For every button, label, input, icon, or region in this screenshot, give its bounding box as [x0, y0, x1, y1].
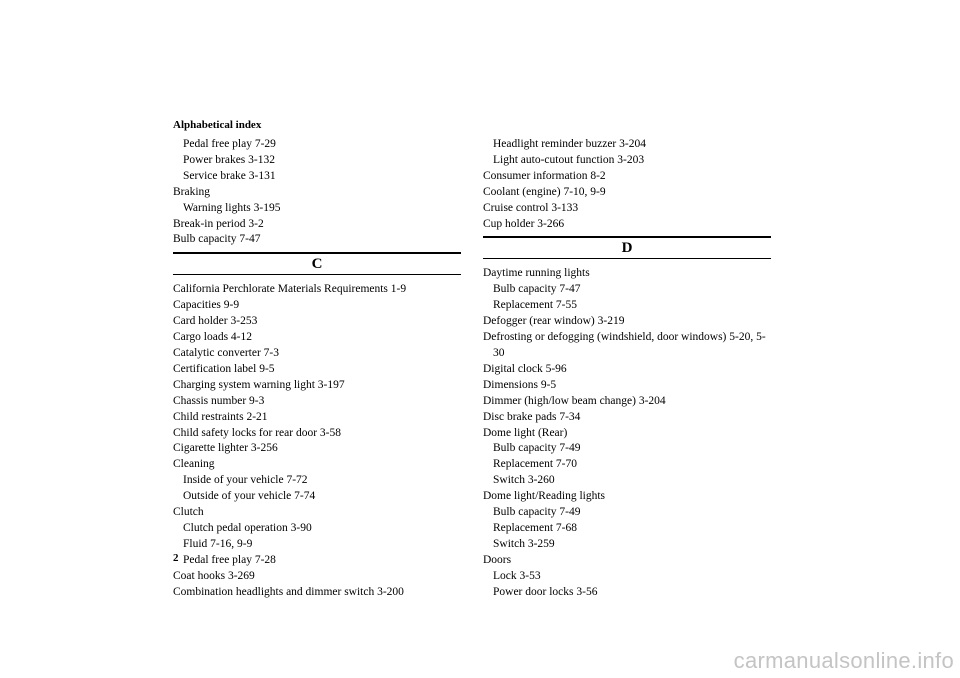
index-entry: Cruise control 3-133 — [483, 201, 579, 214]
index-entry: Certification label 9-5 — [173, 362, 275, 375]
index-entry: Defrosting or defogging (windshield, door windows) 5-20, 5-30 — [483, 331, 766, 359]
index-entry: Coat hooks 3-269 — [173, 569, 255, 582]
index-subentry: Outside of your vehicle 7-74 — [183, 490, 316, 503]
index-subentry: Pedal free play 7-28 — [183, 553, 276, 566]
index-subentry: Replacement 7-55 — [493, 299, 577, 312]
index-column-right — [483, 137, 771, 600]
index-entry: Chassis number 9-3 — [173, 394, 265, 407]
index-subentry: Service brake 3-131 — [183, 169, 276, 182]
index-subentry: Warning lights 3-195 — [183, 201, 281, 214]
index-entry: Cigarette lighter 3-256 — [173, 442, 278, 455]
index-entry: Combination headlights and dimmer switch 3-200 — [173, 585, 404, 598]
index-subentry: Switch 3-259 — [493, 537, 555, 550]
index-entry: Dimensions 9-5 — [483, 378, 557, 391]
section-rule-bottom — [173, 274, 461, 275]
index-entry: Cup holder 3-266 — [483, 217, 565, 230]
index-entry: Braking — [173, 185, 211, 198]
index-subentry: Replacement 7-70 — [493, 458, 577, 471]
index-entry: Bulb capacity 7-47 — [173, 233, 261, 246]
section-letter-block — [483, 236, 771, 259]
index-entry: Doors — [483, 553, 512, 566]
watermark: carmanualsonline.info — [733, 648, 954, 673]
page-number: 2 — [173, 552, 179, 564]
index-subentry: Clutch pedal operation 3-90 — [183, 521, 312, 534]
index-entry: Disc brake pads 7-34 — [483, 410, 581, 423]
index-entry: Coolant (engine) 7-10, 9-9 — [483, 185, 606, 198]
index-entry: Consumer information 8-2 — [483, 169, 606, 182]
index-entry: Cleaning — [173, 458, 215, 471]
index-subentry: Light auto-cutout function 3-203 — [493, 153, 645, 166]
index-entry: Card holder 3-253 — [173, 315, 258, 328]
index-subentry: Bulb capacity 7-49 — [493, 442, 581, 455]
index-entry: Dimmer (high/low beam change) 3-204 — [483, 394, 666, 407]
index-entry: Cargo loads 4-12 — [173, 331, 253, 344]
index-subentry: Pedal free play 7-29 — [183, 138, 276, 150]
index-entry: Dome light (Rear) — [483, 426, 568, 439]
index-entry: Catalytic converter 7-3 — [173, 346, 280, 359]
section-letter: C — [311, 256, 323, 273]
index-entry: Capacities 9-9 — [173, 299, 240, 312]
index-column-left — [173, 137, 461, 600]
index-entry: Daytime running lights — [483, 267, 590, 280]
index-subentry: Inside of your vehicle 7-72 — [183, 474, 308, 487]
section-letter-block — [173, 252, 461, 275]
index-entry: California Perchlorate Materials Requirements 1-9 — [173, 283, 407, 296]
index-entry: Digital clock 5-96 — [483, 362, 567, 375]
index-subentry: Lock 3-53 — [493, 569, 541, 582]
index-entry: Charging system warning light 3-197 — [173, 378, 345, 391]
index-subentry: Replacement 7-68 — [493, 521, 577, 534]
index-entry: Child safety locks for rear door 3-58 — [173, 426, 341, 439]
index-entry: Break-in period 3-2 — [173, 217, 264, 230]
index-entry: Defogger (rear window) 3-219 — [483, 315, 625, 328]
index-subentry: Switch 3-260 — [493, 474, 555, 487]
index-entry: Dome light/Reading lights — [483, 490, 606, 503]
index-subentry: Power door locks 3-56 — [493, 585, 598, 598]
index-subentry: Fluid 7-16, 9-9 — [183, 537, 253, 550]
index-subentry: Bulb capacity 7-49 — [493, 506, 581, 519]
index-entry: Clutch — [173, 506, 204, 519]
index-entry: Child restraints 2-21 — [173, 410, 268, 423]
section-rule-bottom — [483, 258, 771, 259]
index-subentry: Headlight reminder buzzer 3-204 — [493, 138, 646, 150]
page-header: Alphabetical index — [173, 119, 262, 131]
index-subentry: Power brakes 3-132 — [183, 153, 275, 166]
section-letter: D — [621, 240, 633, 257]
index-subentry: Bulb capacity 7-47 — [493, 283, 581, 296]
